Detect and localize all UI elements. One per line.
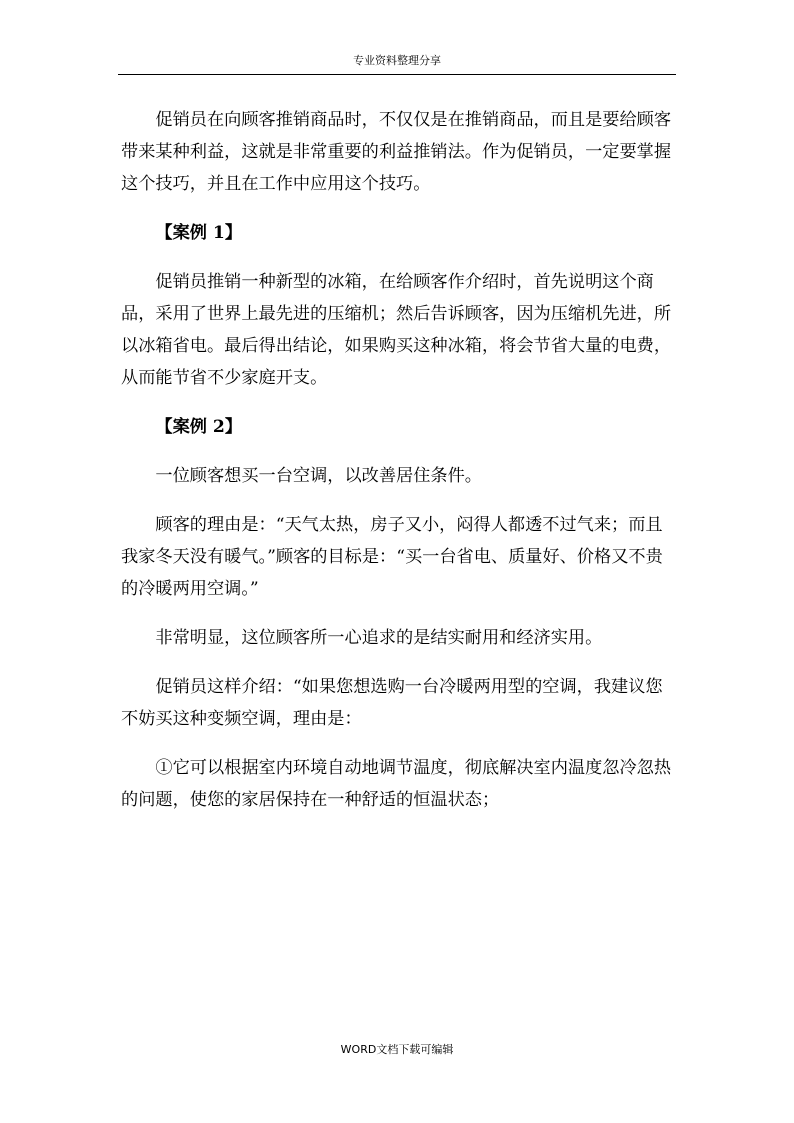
document-body <box>121 104 677 816</box>
page-footer <box>118 1042 676 1058</box>
paragraph-customer-intent: 一位顾客想买一台空调，以改善居住条件。 <box>155 466 482 486</box>
case-1-title: 【案例 1】 <box>155 223 243 243</box>
paragraph-customer-goal: 非常明显，这位顾客所一心追求的是结实耐用和经济实用。 <box>155 628 603 648</box>
footer-text: WORD文档下载可编辑 <box>340 1043 454 1056</box>
page-header <box>118 52 676 75</box>
paragraph-promoter-intro: 促销员这样介绍：“如果您想选购一台冷暖两用型的空调，我建议您不妨买这种变频空调，理由是： <box>121 677 663 729</box>
paragraph-customer-reason: 顾客的理由是：“天气太热，房子又小，闷得人都透不过气来；而且我家冬天没有暖气。”顾客的目标是：“买一台省电、质量好、价格又不贵的冷暖两用空调。” <box>121 515 663 599</box>
paragraph-reason-1: ①它可以根据室内环境自动地调节温度，彻底解决室内温度忽冷忽热的问题，使您的家居保持在一种舒适的恒温状态； <box>121 758 672 810</box>
case-2-title: 【案例 2】 <box>155 417 243 437</box>
header-text: 专业资料整理分享 <box>353 54 441 67</box>
paragraph-case-1: 促销员推销一种新型的冰箱，在给顾客作介绍时，首先说明这个商品，采用了世界上最先进的压缩机；然后告诉顾客，因为压缩机先进，所以冰箱省电。最后得出结论，如果购买这种冰箱，将会节省大量的电费，从而能节省不少家庭开支。 <box>121 272 672 388</box>
paragraph-intro: 促销员在向顾客推销商品时，不仅仅是在推销商品，而且是要给顾客带来某种利益，这就是非常重要的利益推销法。作为促销员，一定要掌握这个技巧，并且在工作中应用这个技巧。 <box>121 110 672 194</box>
